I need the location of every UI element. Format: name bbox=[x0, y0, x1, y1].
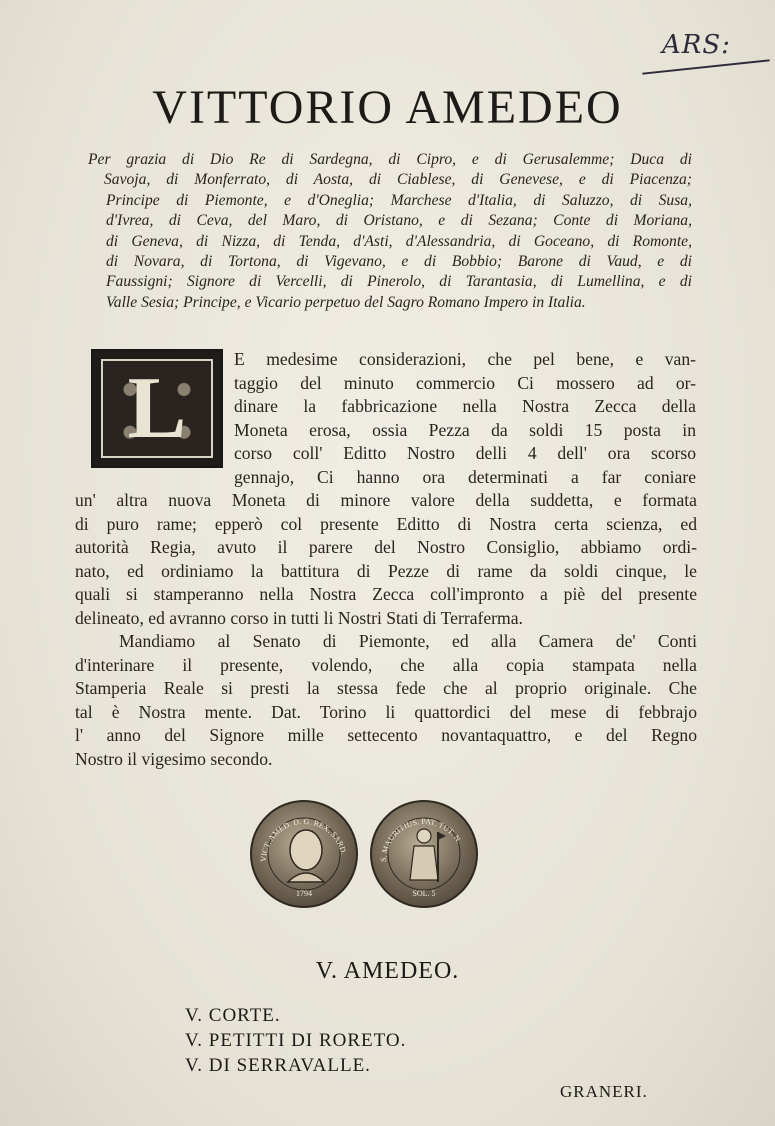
titles-line: Valle Sesia; Principe, e Vicario perpetuo del Sagro Romano Impero in Italia. bbox=[106, 293, 586, 311]
text-line: quali si stamperanno nella Nostra Zecca coll'impronto a piè del presente bbox=[75, 584, 697, 605]
coin-value: SOL. 5 bbox=[412, 889, 436, 898]
royal-signature: V. AMEDEO. bbox=[315, 958, 460, 984]
coin-reverse-legend: S. MAURITIUS. PAT. TUT. N. bbox=[378, 816, 464, 863]
text-line: di puro rame; epperò col presente Editto di Nostra certa scienza, ed bbox=[75, 513, 697, 534]
decorated-initial bbox=[91, 349, 223, 468]
cosigner-2: V. PETITTI DI RORETO. bbox=[185, 1030, 407, 1051]
coin-obverse bbox=[250, 800, 358, 908]
text-line: d'interinare il presente, volendo, che alla copia stampata nella bbox=[75, 654, 697, 675]
coin-reverse bbox=[370, 800, 478, 908]
royal-titles-block bbox=[88, 150, 692, 313]
handwritten-underline bbox=[642, 59, 770, 74]
handwritten-note: ARS: bbox=[662, 30, 731, 60]
text-line: Mandiamo al Senato di Piemonte, ed alla Camera de' Conti bbox=[119, 631, 697, 651]
initial-letter: L bbox=[127, 360, 187, 457]
text-line: nato, ed ordiniamo la battitura di Pezze di rame da soldi cinque, le bbox=[75, 560, 697, 581]
paragraph-2 bbox=[75, 630, 697, 772]
coin-illustration bbox=[250, 800, 474, 904]
text-line: delineato, ed avranno corso in tutti li Nostri Stati di Terraferma. bbox=[75, 607, 523, 628]
text-line: Nostro il vigesimo secondo. bbox=[75, 748, 273, 769]
text-line: dinare la fabbricazione nella Nostra Zecca della bbox=[234, 396, 696, 417]
king-portrait-icon bbox=[252, 802, 356, 906]
coin-obverse-legend: VICT. AMED. D. G. REX. SARD. bbox=[258, 816, 349, 863]
titles-line: di Geneva, di Nizza, di Tenda, d'Asti, d'Alessandria, di Goceano, di Romonte, bbox=[106, 232, 692, 250]
text-line: l' anno del Signore mille settecento novantaquattro, e del Regno bbox=[75, 725, 697, 746]
text-line: autorità Regia, avuto il parere del Nostro Consiglio, abbiamo ordi- bbox=[75, 537, 697, 558]
coin-date: 1794 bbox=[296, 889, 312, 898]
cosigner-3: V. DI SERRAVALLE. bbox=[185, 1055, 371, 1076]
paragraph-1-opening bbox=[234, 348, 696, 490]
titles-line: Faussigni; Signore di Vercelli, di Pinerolo, di Tarantasia, di Lumellina, e di bbox=[106, 273, 692, 291]
text-line: corso coll' Editto Nostro delli 4 dell' ora scorso bbox=[234, 443, 696, 464]
saint-figure-icon bbox=[372, 802, 476, 906]
titles-line: Per grazia di Dio Re di Sardegna, di Cipro, e di Gerusalemme; Duca di bbox=[88, 151, 692, 168]
text-line: Stamperia Reale si presti la stessa fede che al proprio originale. Che bbox=[75, 678, 697, 699]
text-line: Moneta erosa, ossia Pezza da soldi 15 posta in bbox=[234, 419, 696, 440]
paragraph-1-continuation bbox=[75, 489, 697, 631]
text-line: tal è Nostra mente. Dat. Torino li quattordici del mese di febbrajo bbox=[75, 701, 697, 722]
titles-line: Savoja, di Monferrato, di Aosta, di Ciablese, di Genevese, e di Piacenza; bbox=[104, 171, 692, 189]
titles-line: di Novara, di Tortona, di Vigevano, e di Bobbio; Barone di Vaud, e di bbox=[106, 253, 692, 271]
cosigner-1: V. CORTE. bbox=[185, 1005, 281, 1026]
text-line: un' altra nuova Moneta di minore valore della suddetta, e formata bbox=[75, 490, 697, 510]
text-line: gennajo, Ci hanno ora determinati a far coniare bbox=[234, 466, 696, 487]
titles-line: Principe di Piemonte, e d'Oneglia; Marchese d'Italia, di Saluzzo, di Susa, bbox=[106, 191, 692, 209]
page-title: VITTORIO AMEDEO bbox=[152, 81, 623, 134]
titles-line: d'Ivrea, di Ceva, del Maro, di Oristano, e di Sezana; Conte di Moriana, bbox=[106, 212, 692, 230]
text-line: taggio del minuto commercio Ci mossero ad or- bbox=[234, 372, 696, 393]
text-line: E medesime considerazioni, che pel bene, e van- bbox=[234, 349, 696, 369]
printer-name: GRANERI. bbox=[560, 1082, 648, 1101]
initial-ornament bbox=[101, 359, 213, 458]
